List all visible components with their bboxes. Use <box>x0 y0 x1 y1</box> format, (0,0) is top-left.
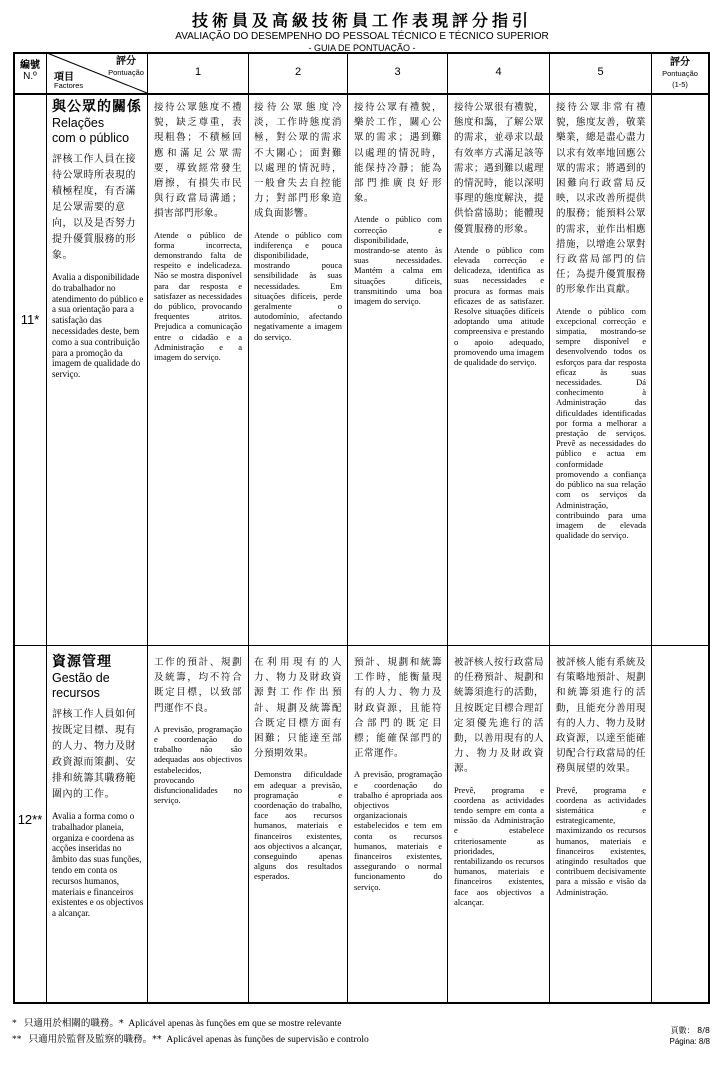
factor-description-pt: Avalia a forma como o trabalhador planeia, organiza e coordena as acções inseridas no âmbito das suas funções, tendo em conta os recursos humanos, materiais e financeiros existentes e os objectivos a alcançar. <box>52 811 144 919</box>
factor-cell <box>52 653 144 1001</box>
level-cell <box>254 655 342 1000</box>
level-description-zh: 預計、規劃和統籌工作時，能衡量現有的人力、物力及財政資源，且能符合部門的既定目標；能確保部門的正常運作。 <box>354 657 442 760</box>
level-3-header: 3 <box>394 66 401 78</box>
page-number-pt: Página: 8/8 <box>669 1037 710 1046</box>
footnote-pt: Aplicável apenas às funções de supervisão e controlo <box>166 1035 369 1045</box>
footnote-single <box>12 1018 342 1030</box>
footnote-mark: ** <box>12 1035 22 1045</box>
level-4-header: 4 <box>495 66 502 78</box>
footnote-mark: * <box>12 1019 17 1029</box>
factor-title-pt: Relações <box>52 116 105 130</box>
score-label-zh: 評分 <box>116 56 136 67</box>
title-pt: AVALIAÇÃO DO DESEMPENHO DO PESSOAL TÉCNICO E TÉCNICO SUPERIOR <box>175 31 549 42</box>
factor-title-pt: Gestão de <box>52 671 110 685</box>
level-description-zh: 接待公眾態度冷淡，工作時態度消極，對公眾的需求不大關心；面對難以處理的情況時，一般會失去自控能力；對部門形象造成負面影響。 <box>254 102 342 220</box>
factor-description-pt: Avalia a disponibilidade do trabalhador no atendimento do público e a sua orientação para a satisfação das necessidades deste, bem como a sua contribuição para a promoção da imagem de qualidade do serviço. <box>52 272 144 380</box>
final-score-zh: 評分 <box>670 57 690 68</box>
level-description-pt: Atende o público com excepcional correcção e simpatia, mostrando-se sempre disponível e desenvolvendo todos os esforços para dar resposta eficaz às suas necessidades. Dá conhecimento à Administração das dificuldades identificadas por forma a melhorar a prestação de serviços. Prevê as necessidades do público e actua em conformidade promovendo a confiança do público na sua relação com os serviços da Administração, contribuindo para uma imagem de elevada qualidade do serviço. <box>556 305 646 541</box>
level-description-pt: Atende o público com elevada correcção e delicadeza, identifica as suas necessidades e procura as formas mais eficazes de as satisfazer. Resolve situações difíceis adoptando uma atitude compreensiva e prestando o apoio adequado, promovendo uma imagem de qualidade do serviço. <box>454 244 544 368</box>
final-score-range: (1-5) <box>672 80 688 89</box>
factor-title-zh: 與公眾的關係 <box>52 99 142 115</box>
factor-description-zh: 評核工作人員如何按既定目標、現有的人力、物力及財政資源而策劃、安排和統籌其職務範圍內的工作。 <box>52 709 136 800</box>
number-label-pt: N.º <box>23 71 37 82</box>
level-cell <box>454 655 544 1000</box>
footnote-zh: 只適用於監督及監察的職務。** <box>28 1034 162 1045</box>
level-cell <box>354 655 442 1000</box>
level-description-zh: 接待公眾非常有禮貌，態度友善，敬業樂業，總是盡心盡力以求有效率地回應公眾的需求；將遇到的困難向行政當局反映，以求改善所提供的服務；能預料公眾的需求，並作出相應措施，以增進公眾對行政當局部門的信任；為提升優質服務的形象作出貢獻。 <box>556 102 646 296</box>
factor-title-zh: 資源管理 <box>52 654 112 670</box>
level-2-header: 2 <box>294 66 302 78</box>
level-description-pt: A previsão, programação e coordenação do trabalho não são adequadas aos objectivos estabelecidos, provocando disfuncionalidades no serviço. <box>154 723 242 806</box>
level-5-header: 5 <box>597 66 604 78</box>
row-number: 12** <box>17 812 43 827</box>
level-description-zh: 工作的預計、規劃及統籌，均不符合既定目標，以致部門運作不良。 <box>154 657 242 714</box>
score-label-pt: Pontuação <box>108 68 144 77</box>
level-description-zh: 接待公眾有禮貌，樂於工作，關心公眾的需求；遇到難以處理的情況時，能保持冷靜；能為部門推廣良好形象。 <box>354 102 442 205</box>
number-column-header <box>14 60 46 82</box>
level-description-zh: 接待公眾很有禮貌，態度和藹，了解公眾的需求，並尋求以最有效率方式滿足該等需求；遇到難以處理的情況時，能以深明事理的態度解決，提供恰當協助；能體現優質服務的形象。 <box>454 102 544 235</box>
page-number-zh: 頁數： 8/8 <box>670 1026 710 1035</box>
subtitle: - GUIA DE PONTUAÇÃO - <box>308 43 416 53</box>
factor-title-pt: recursos <box>52 686 100 700</box>
level-description-zh: 在利用現有的人力、物力及財政資源對工作作出預計、規劃及統籌配合既定目標方面有困難；只能達至部分預期效果。 <box>254 657 342 760</box>
number-label-zh: 編號 <box>20 60 40 71</box>
level-description-pt: Demonstra dificuldade em adequar a previsão, programação e coordenação do trabalho, face aos recursos humanos, materiais e financeiros existentes, aos objectivos a alcançar, conseguindo apenas alguns dos resultados esperados. <box>254 769 342 882</box>
footnote-pt: Aplicável apenas às funções em que se mostre relevante <box>128 1019 342 1029</box>
level-description-pt: A previsão, programação e coordenação do trabalho é apropriada aos objectivos organizacionais estabelecidos e tem em conta os recursos humanos, materiais e financeiros existentes, assegurando o normal funcionamento do serviço. <box>354 769 442 892</box>
row-number: 11* <box>20 312 40 327</box>
item-label-zh: 項目 <box>54 72 74 83</box>
level-description-pt: Atende o público com correcção e disponibilidade, mostrando-se atento às suas necessidades. Mantém a calma em situações difíceis, transmitindo uma boa imagem do serviço. <box>354 214 442 307</box>
level-1-header: 1 <box>194 66 202 78</box>
level-cell <box>454 100 544 642</box>
title-zh: 技術員及高級技術員工作表現評分指引 <box>191 11 532 30</box>
final-score-pt: Pontuação <box>662 69 698 78</box>
level-description-pt: Atende o público com indiferença e pouca disponibilidade, mostrando pouca sensibilidade às suas necessidades. Em situações difíceis, perde geralmente o autodomínio, afectando negativamente a imagem do serviço. <box>254 229 342 342</box>
level-cell <box>354 100 442 642</box>
level-description-pt: Atende o público de forma incorrecta, demonstrando falta de respeito e indelicadeza. Não se mostra disponível para dar resposta e satisfazer as necessidades do público, provocando frequentes atritos. Prejudica a comunicação entre o cidadão e a Administração e a imagem do serviço. <box>154 229 242 363</box>
footnote-zh: 只適用於相關的職務。* <box>23 1018 124 1029</box>
final-score-header <box>652 57 708 90</box>
level-description-zh: 被評核人能有系統及有策略地預計、規劃和統籌須進行的活動，且能充分善用現有的人力、物力及財政資源，以達至能確切配合行政當局的任務與展望的效果。 <box>556 657 646 775</box>
level-cell <box>556 655 646 1000</box>
level-cell <box>154 655 242 1000</box>
level-cell <box>154 100 242 642</box>
level-description-pt: Prevê, programa e coordena as actividades sistemática e estrategicamente, maximizando os recursos humanos, materiais e financeiros existentes, atingindo resultados que contribuem decisivamente para a missão e visão da Administração. <box>556 784 646 897</box>
factors-label: Factores <box>54 81 84 90</box>
level-cell <box>556 100 646 642</box>
level-cell <box>254 100 342 642</box>
page-indicator <box>630 1025 710 1047</box>
factor-description-zh: 評核工作人員在接待公眾時所表現的積極程度，有否滿足公眾需要的意向，以及是否努力提升優質服務的形象。 <box>52 154 136 261</box>
factor-cell <box>52 98 144 643</box>
score-label-header <box>106 56 146 78</box>
footnote-double <box>12 1034 369 1046</box>
level-description-pt: Prevê, programa e coordena as actividades tendo sempre em conta a missão da Administração e estabelece criteriosamente as prioridades, rentabilizando os recursos humanos, materiais e financeiros existentes, face aos objectivos a alcançar. <box>454 784 544 907</box>
level-description-zh: 接待公眾態度不禮貌，缺乏尊重，表現粗魯；不積極回應和滿足公眾需要，導致經常發生磨擦，有損失市民與行政當局溝通；損害部門形象。 <box>154 102 242 220</box>
factor-title-pt: com o público <box>52 131 130 145</box>
level-description-zh: 被評核人按行政當局的任務預計、規劃和統籌須進行的活動，且按既定目標合理訂定須優先進行的活動，以善用現有的人力、物力及財政資源。 <box>454 657 544 775</box>
